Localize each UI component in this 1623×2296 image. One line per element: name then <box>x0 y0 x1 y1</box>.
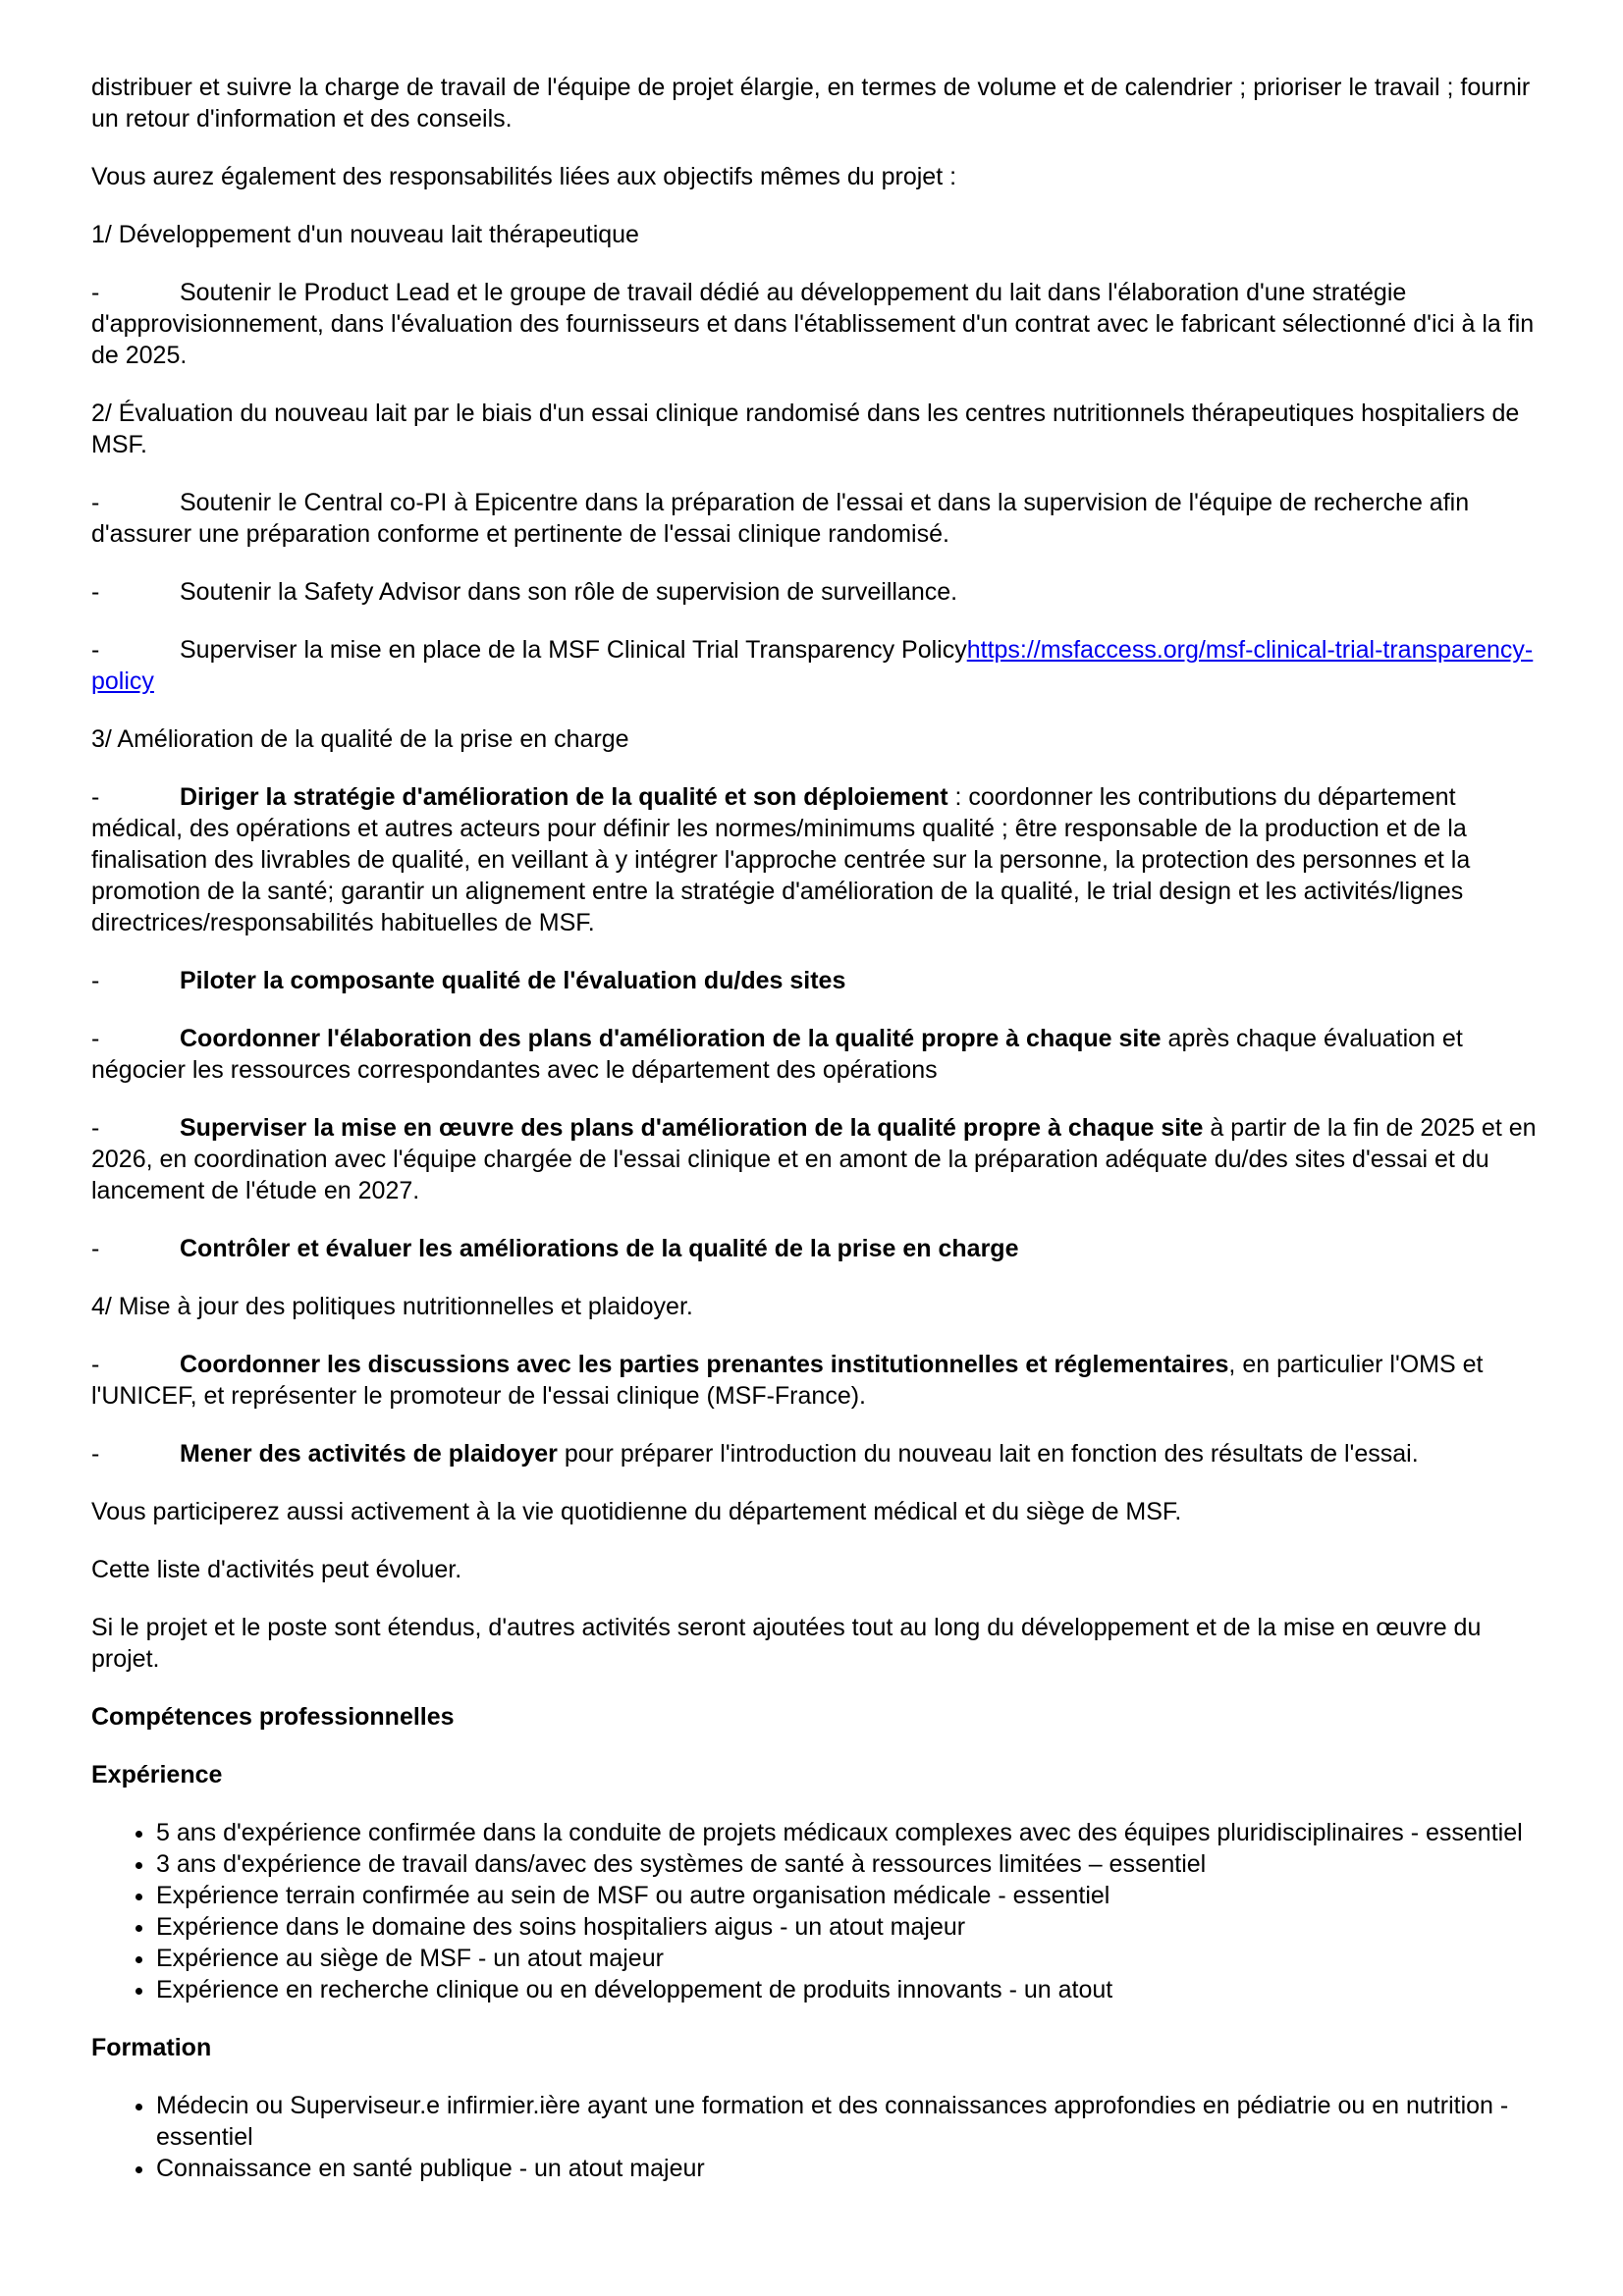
competences-heading: Compétences professionnelles <box>91 1703 455 1731</box>
item-text: : coordonner les contributions du département médical, des opérations et autres acteurs pour définir les normes/minimums qualité ; être responsable de la production et de la finalisation des livrables de qualité, en veillant à y intégrer l'approche centrée sur la personne, la protection des personnes et la promotion de la santé; garantir un alignement entre la stratégie d'amélioration de la qualité, le trial design et les activités/lignes directrices/responsabilités habituelles de MSF. <box>91 783 1471 936</box>
closing-paragraph-3: Si le projet et le poste sont étendus, d'autres activités seront ajoutées tout au long du développement et de la mise en œuvre du projet. <box>91 1614 1482 1673</box>
experience-heading: Expérience <box>91 1761 223 1789</box>
dash: - <box>91 1440 100 1468</box>
section-1-title: 1/ Développement d'un nouveau lait thérapeutique <box>91 221 639 248</box>
experience-list <box>91 1817 1546 2005</box>
dash: - <box>91 967 100 994</box>
section-1-item-1 <box>91 277 1546 371</box>
dash: - <box>91 1114 100 1142</box>
dash: - <box>91 1025 100 1052</box>
item-bold-text: Coordonner l'élaboration des plans d'amélioration de la qualité propre à chaque site <box>180 1025 1162 1052</box>
responsibilities-intro: Vous aurez également des responsabilités liées aux objectifs mêmes du projet : <box>91 163 957 190</box>
section-2-item-1 <box>91 487 1546 550</box>
item-text: Superviser la mise en place de la MSF Clinical Trial Transparency Policy <box>180 636 967 664</box>
closing-paragraph-2: Cette liste d'activités peut évoluer. <box>91 1556 462 1583</box>
section-4-title: 4/ Mise à jour des politiques nutritionnelles et plaidoyer. <box>91 1293 693 1320</box>
list-item: • Expérience terrain confirmée au sein de MSF ou autre organisation médicale - essentiel <box>156 1880 1546 1911</box>
item-bold-text: Piloter la composante qualité de l'évaluation du/des sites <box>180 967 846 994</box>
dash: - <box>91 279 100 306</box>
document-page <box>91 72 1546 2211</box>
item-text: pour préparer l'introduction du nouveau lait en fonction des résultats de l'essai. <box>557 1440 1419 1468</box>
section-3-title: 3/ Amélioration de la qualité de la prise en charge <box>91 725 629 753</box>
item-text: Soutenir la Safety Advisor dans son rôle de supervision de surveillance. <box>180 578 958 606</box>
list-item: • 3 ans d'expérience de travail dans/avec des systèmes de santé à ressources limitées – essentiel <box>156 1848 1546 1880</box>
section-3-item-1 <box>91 781 1546 938</box>
closing-paragraph-1: Vous participerez aussi activement à la vie quotidienne du département médical et du siège de MSF. <box>91 1498 1182 1525</box>
intro-continuation: distribuer et suivre la charge de travail de l'équipe de projet élargie, en termes de volume et de calendrier ; prioriser le travail ; fournir un retour d'information et des conseils. <box>91 74 1531 133</box>
section-3-item-4 <box>91 1112 1546 1206</box>
section-2-item-3 <box>91 634 1546 697</box>
section-2-title: 2/ Évaluation du nouveau lait par le biais d'un essai clinique randomisé dans les centres nutritionnels thérapeutiques hospitaliers de MSF. <box>91 400 1520 458</box>
item-text: Soutenir le Central co-PI à Epicentre dans la préparation de l'essai et dans la supervision de l'équipe de recherche afin d'assurer une préparation conforme et pertinente de l'essai clinique randomisé. <box>91 489 1470 548</box>
list-item: • 5 ans d'expérience confirmée dans la conduite de projets médicaux complexes avec des équipes pluridisciplinaires - essentiel <box>156 1817 1546 1848</box>
section-3-item-5 <box>91 1233 1546 1264</box>
item-bold-text: Contrôler et évaluer les améliorations de la qualité de la prise en charge <box>180 1235 1019 1262</box>
dash: - <box>91 489 100 516</box>
dash: - <box>91 636 100 664</box>
item-text: Soutenir le Product Lead et le groupe de travail dédié au développement du lait dans l'élaboration d'une stratégie d'approvisionnement, dans l'évaluation des fournisseurs et dans l'établissement d'un contrat avec le fabricant sélectionné d'ici à la fin de 2025. <box>91 279 1535 369</box>
transparency-policy-link[interactable]: https://msfaccess.org/msf-clinical-trial-transparency-policy <box>91 636 1534 695</box>
list-item: • Expérience dans le domaine des soins hospitaliers aigus - un atout majeur <box>156 1911 1546 1943</box>
dash: - <box>91 1235 100 1262</box>
formation-list <box>91 2090 1546 2184</box>
item-text: , en particulier l'OMS et l'UNICEF, et représenter le promoteur de l'essai clinique (MSF-France). <box>91 1351 1484 1410</box>
formation-heading: Formation <box>91 2034 212 2061</box>
section-3-item-2 <box>91 965 1546 996</box>
section-4-item-1 <box>91 1349 1546 1412</box>
item-text: après chaque évaluation et négocier les ressources correspondantes avec le département des opérations <box>91 1025 1463 1084</box>
section-3-item-3 <box>91 1023 1546 1086</box>
item-bold-text: Mener des activités de plaidoyer <box>180 1440 558 1468</box>
dash: - <box>91 783 100 811</box>
item-text: à partir de la fin de 2025 et en 2026, en coordination avec l'équipe chargée de l'essai clinique et en amont de la préparation adéquate du/des sites d'essai et du lancement de l'étude en 2027. <box>91 1114 1537 1204</box>
section-2-item-2 <box>91 576 1546 608</box>
list-item: • Expérience en recherche clinique ou en développement de produits innovants - un atout <box>156 1974 1546 2005</box>
list-item: • Connaissance en santé publique - un atout majeur <box>156 2153 1546 2184</box>
list-item: • Expérience au siège de MSF - un atout majeur <box>156 1943 1546 1974</box>
list-item: • Médecin ou Superviseur.e infirmier.ière ayant une formation et des connaissances approfondies en pédiatrie ou en nutrition - essentiel <box>156 2090 1546 2153</box>
item-bold-text: Superviser la mise en œuvre des plans d'amélioration de la qualité propre à chaque site <box>180 1114 1204 1142</box>
section-4-item-2 <box>91 1438 1546 1469</box>
item-bold-text: Coordonner les discussions avec les parties prenantes institutionnelles et réglementaires <box>180 1351 1229 1378</box>
dash: - <box>91 1351 100 1378</box>
item-bold-text: Diriger la stratégie d'amélioration de la qualité et son déploiement <box>180 783 948 811</box>
dash: - <box>91 578 100 606</box>
